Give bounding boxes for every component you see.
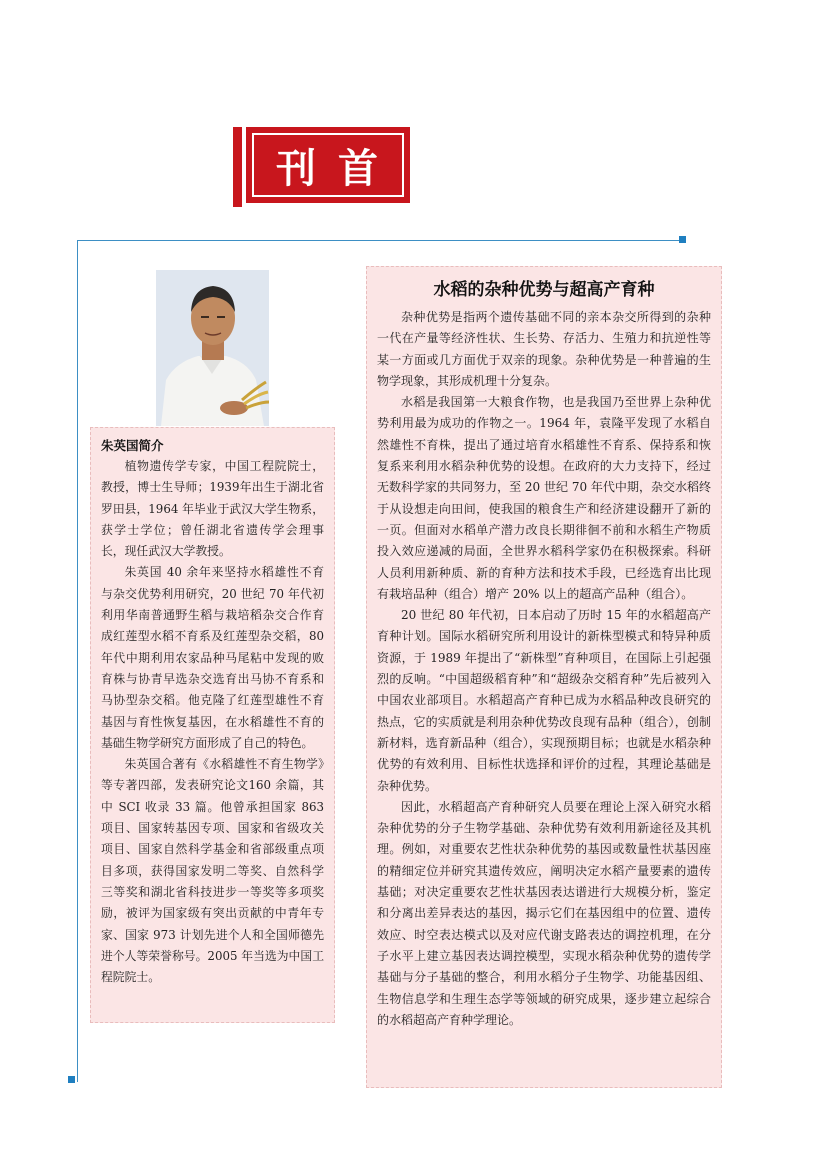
header-title: 刊首 [252, 133, 404, 197]
article-paragraph: 杂种优势是指两个遗传基础不同的亲本杂交所得到的杂种一代在产量等经济性状、生长势、存活力、生殖力和抗逆性等某一方面或几方面优于双亲的现象。杂种优势是一种普遍的生物学现象，其形成机理十分复杂。 [377, 310, 711, 388]
bio-paragraph: 朱英国合著有《水稻雄性不育生物学》等专著四部，发表研究论文160 余篇，其中 SCI 收录 33 篇。他曾承担国家 863 项目、国家转基因专项、国家和省级攻关项目、国家自然科学基金和省部级重点项目多项，获得国家发明二等奖、自然科学三等奖和湖北省科技进步一等奖等多项奖励，被评为国家级有突出贡献的中青年专家、国家 973 计划先进个人和全国师德先进个人等荣誉称号。2005 年当选为中国工程院院士。 [101, 757, 324, 985]
bio-paragraph: 朱英国 40 余年来坚持水稻雄性不育与杂交优势利用研究，20 世纪 70 年代初利用华南普通野生稻与栽培稻杂交合作育成红莲型水稻不育系及红莲型杂交稻，80 年代中期利用农家品种马尾粘中发现的败育株与协青早选杂交选育出马协不育系和马协型杂交稻。他克隆了红莲型雄性不育基因与育性恢复基因，在水稻雄性不育的基础生物学研究方面形成了自己的特色。 [101, 565, 324, 750]
frame-corner-square [679, 236, 686, 243]
portrait-photo [156, 270, 269, 426]
bio-paragraph: 植物遗传学专家，中国工程院院士，教授，博士生导师；1939年出生于湖北省罗田县，1964 年毕业于武汉大学生物系，获学士学位；曾任湖北省遗传学会理事长，现任武汉大学教授。 [101, 459, 324, 559]
article-paragraph: 20 世纪 80 年代初，日本启动了历时 15 年的水稻超高产育种计划。国际水稻研究所利用设计的新株型模式和特异种质资源，于 1989 年提出了“新株型”育种项目，在国际上引起强烈的反响。“中国超级稻育种”和“超级杂交稻育种”先后被列入中国农业部项目。水稻超高产育种已成为水稻品种改良研究的热点，它的实质就是利用杂种优势改良现有品种（组合），创制新材料，选育新品种（组合），实现预期目标；也就是水稻杂种优势的有效利用、目标性状选择和评价的过程，其理论基础是杂种优势。 [377, 608, 711, 793]
article-box [366, 266, 722, 1088]
article-paragraph: 因此，水稻超高产育种研究人员要在理论上深入研究水稻杂种优势的分子生物学基础、杂种优势有效利用新途径及其机理。例如，对重要农艺性状杂种优势的基因或数量性状基因座的精细定位并研究其遗传效应，阐明决定水稻产量要素的遗传基础；对决定重要农艺性状基因表达谱进行大规模分析，鉴定和分离出差异表达的基因，揭示它们在基因组中的位置、遗传效应、时空表达模式以及对应代谢支路表达的调控机理，在分子水平上建立基因表达调控模型，实现水稻杂种优势的遗传学基础与分子基础的整合，利用水稻分子生物学、功能基因组、生物信息学和生理生态学等领域的研究成果，逐步建立起综合的水稻超高产育种学理论。 [377, 799, 711, 1027]
frame-left-line [77, 240, 78, 1082]
header-banner [246, 127, 410, 203]
author-bio-box [90, 427, 335, 1023]
article-title: 水稻的杂种优势与超高产育种 [433, 280, 655, 300]
frame-corner-square [68, 1076, 75, 1083]
article-paragraph: 水稻是我国第一大粮食作物，也是我国乃至世界上杂种优势利用最为成功的作物之一。1964 年，袁隆平发现了水稻自然雄性不育株，提出了通过培育水稻雄性不育系、保持系和恢复系来利用水稻杂种优势的设想。在政府的大力支持下，经过无数科学家的共同努力，至 20 世纪 70 年代中期，杂交水稻终于从设想走向田间，使我国的粮食生产和经济建设翻开了新的一页。但面对水稻单产潜力改良长期徘徊不前和水稻生产物质投入效应递减的局面，全世界水稻科学家仍在积极探索。科研人员利用新种质、新的育种方法和技术手段，已经选育出比现有栽培品种（组合）增产 20% 以上的超高产品种（组合）。 [377, 395, 711, 601]
bio-heading: 朱英国简介 [101, 438, 164, 453]
header-accent-bar [233, 127, 242, 207]
frame-top-line [77, 240, 683, 241]
